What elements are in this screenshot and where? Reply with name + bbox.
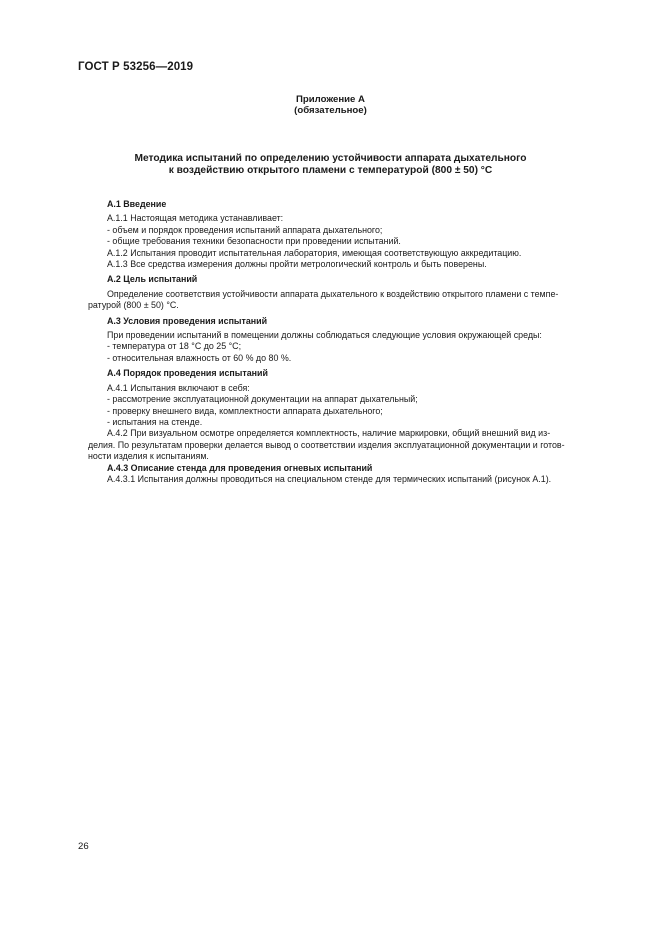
paragraph-a4-2-line-1: А.4.2 При визуальном осмотре определяется комплектность, наличие маркировки, общий внешний вид из- <box>107 428 551 439</box>
section-heading-a2: А.2 Цель испытаний <box>107 274 198 285</box>
paragraph-a1-3: А.1.3 Все средства измерения должны пройти метрологический контроль и быть поверены. <box>107 259 487 270</box>
page-number: 26 <box>78 841 89 852</box>
paragraph-a2-line-1: Определение соответствия устойчивости аппарата дыхательного к воздействию открытого пламени с темпе- <box>107 288 559 299</box>
annex-title: Приложение А <box>296 94 365 105</box>
list-item: - проверку внешнего вида, комплектности аппарата дыхательного; <box>107 405 383 416</box>
section-heading-a1: А.1 Введение <box>107 199 167 209</box>
paragraph-a3-1: При проведении испытаний в помещении должны соблюдаться следующие условия окружающей среды: <box>107 330 542 341</box>
document-title-line-1: Методика испытаний по определению устойчивости аппарата дыхательного <box>134 153 527 164</box>
document-title-line-2: к воздействию открытого пламени с температурой (800 ± 50) °С <box>168 165 493 177</box>
annex-status: (обязательное) <box>294 105 367 116</box>
list-item: - рассмотрение эксплуатационной документации на аппарат дыхательный; <box>107 394 418 405</box>
document-title <box>0 153 661 177</box>
list-item: - температура от 18 °С до 25 °С; <box>107 341 242 352</box>
section-heading-a4: А.4 Порядок проведения испытаний <box>107 368 268 379</box>
list-item: - общие требования техники безопасности при проведении испытаний. <box>107 236 401 247</box>
list-item: - объем и порядок проведения испытаний аппарата дыхательного; <box>107 224 383 235</box>
paragraph-a4-3-1: А.4.3.1 Испытания должны проводиться на специальном стенде для термических испытаний (рисунок А.1). <box>107 473 552 484</box>
list-item: - испытания на стенде. <box>107 416 203 427</box>
paragraph-a1-2: А.1.2 Испытания проводит испытательная лаборатория, имеющая соответствующую аккредитацию. <box>107 247 522 258</box>
paragraph-a2-line-2: ратурой (800 ± 50) °С. <box>88 300 179 311</box>
list-item: - относительная влажность от 60 % до 80 %. <box>107 352 292 363</box>
annex-heading <box>0 94 661 116</box>
standard-number: ГОСТ Р 53256—2019 <box>78 61 194 73</box>
paragraph-a4-1: А.4.1 Испытания включают в себя: <box>107 382 250 393</box>
subsection-heading-a4-3: А.4.3 Описание стенда для проведения огневых испытаний <box>107 462 373 473</box>
section-heading-a3: А.3 Условия проведения испытаний <box>107 315 268 326</box>
paragraph-a4-2-line-2: делия. По результатам проверки делается вывод о соответствии изделия эксплуатационной документации и готов- <box>88 439 565 450</box>
document-body <box>88 199 617 485</box>
paragraph-a1-1: А.1.1 Настоящая методика устанавливает: <box>107 213 284 224</box>
paragraph-a4-2-line-3: ности изделия к испытаниям. <box>88 451 209 462</box>
